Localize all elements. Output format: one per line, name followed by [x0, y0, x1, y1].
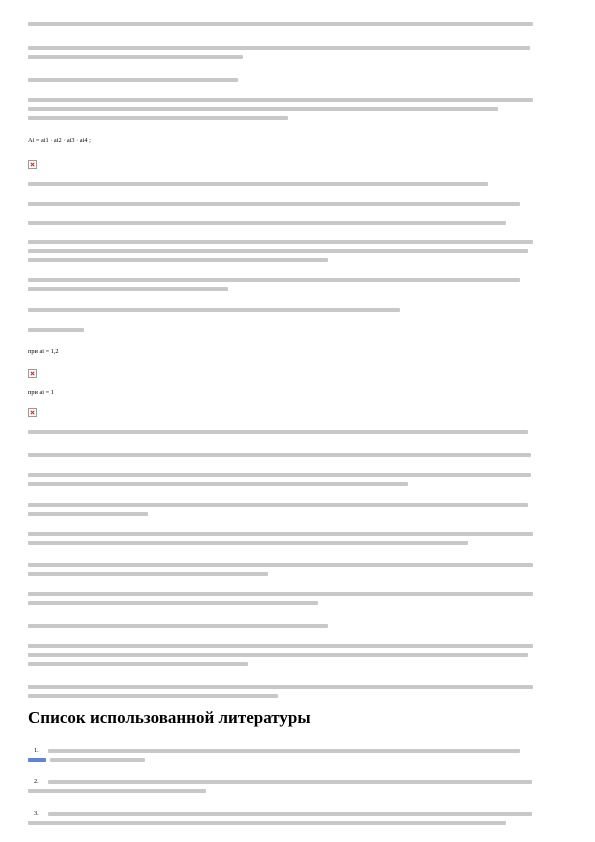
reference-number: 1.: [34, 747, 39, 754]
text-line: [28, 287, 228, 291]
text-line: [48, 780, 532, 784]
text-line: [28, 55, 243, 59]
text-line: [48, 749, 520, 753]
text-line: [28, 278, 520, 282]
text-line: [28, 563, 533, 567]
text-line: [28, 116, 288, 120]
text-line: [28, 685, 533, 689]
text-line: [28, 98, 533, 102]
text-line: [28, 182, 488, 186]
text-line: [28, 532, 533, 536]
text-line: [50, 758, 145, 762]
text-line: [28, 107, 498, 111]
text-line: [28, 601, 318, 605]
text-line: [28, 221, 506, 225]
text-line: [28, 482, 408, 486]
broken-image-icon: [28, 160, 37, 169]
text-line: [28, 541, 468, 545]
text-line: [28, 624, 328, 628]
text-line: [28, 789, 206, 793]
text-line: [28, 258, 328, 262]
text-line: [28, 78, 238, 82]
value-line: при ai = 1,2: [28, 348, 59, 355]
text-line: [28, 572, 268, 576]
text-line: [28, 430, 528, 434]
text-line: [28, 644, 533, 648]
text-line: [28, 308, 400, 312]
text-line: [28, 503, 528, 507]
text-line: [28, 662, 248, 666]
reference-link[interactable]: [28, 758, 46, 762]
section-heading: Список использованной литературы: [28, 708, 311, 727]
text-line: [28, 453, 531, 457]
text-line: [28, 328, 84, 332]
reference-number: 3.: [34, 810, 39, 817]
text-line: [28, 473, 531, 477]
reference-number: 2.: [34, 778, 39, 785]
text-line: [28, 22, 533, 26]
broken-image-icon: [28, 408, 37, 417]
text-line: [28, 694, 278, 698]
text-line: [28, 202, 520, 206]
text-line: [28, 592, 533, 596]
broken-image-icon: [28, 369, 37, 378]
text-line: [48, 812, 532, 816]
text-line: [28, 46, 530, 50]
text-line: [28, 653, 528, 657]
text-line: [28, 821, 506, 825]
text-line: [28, 512, 148, 516]
text-line: [28, 249, 528, 253]
formula-line: Ai = ai1 · ai2 · ai3 · ai4 ;: [28, 137, 91, 144]
value-line: при ai = 1: [28, 389, 54, 396]
text-line: [28, 240, 533, 244]
